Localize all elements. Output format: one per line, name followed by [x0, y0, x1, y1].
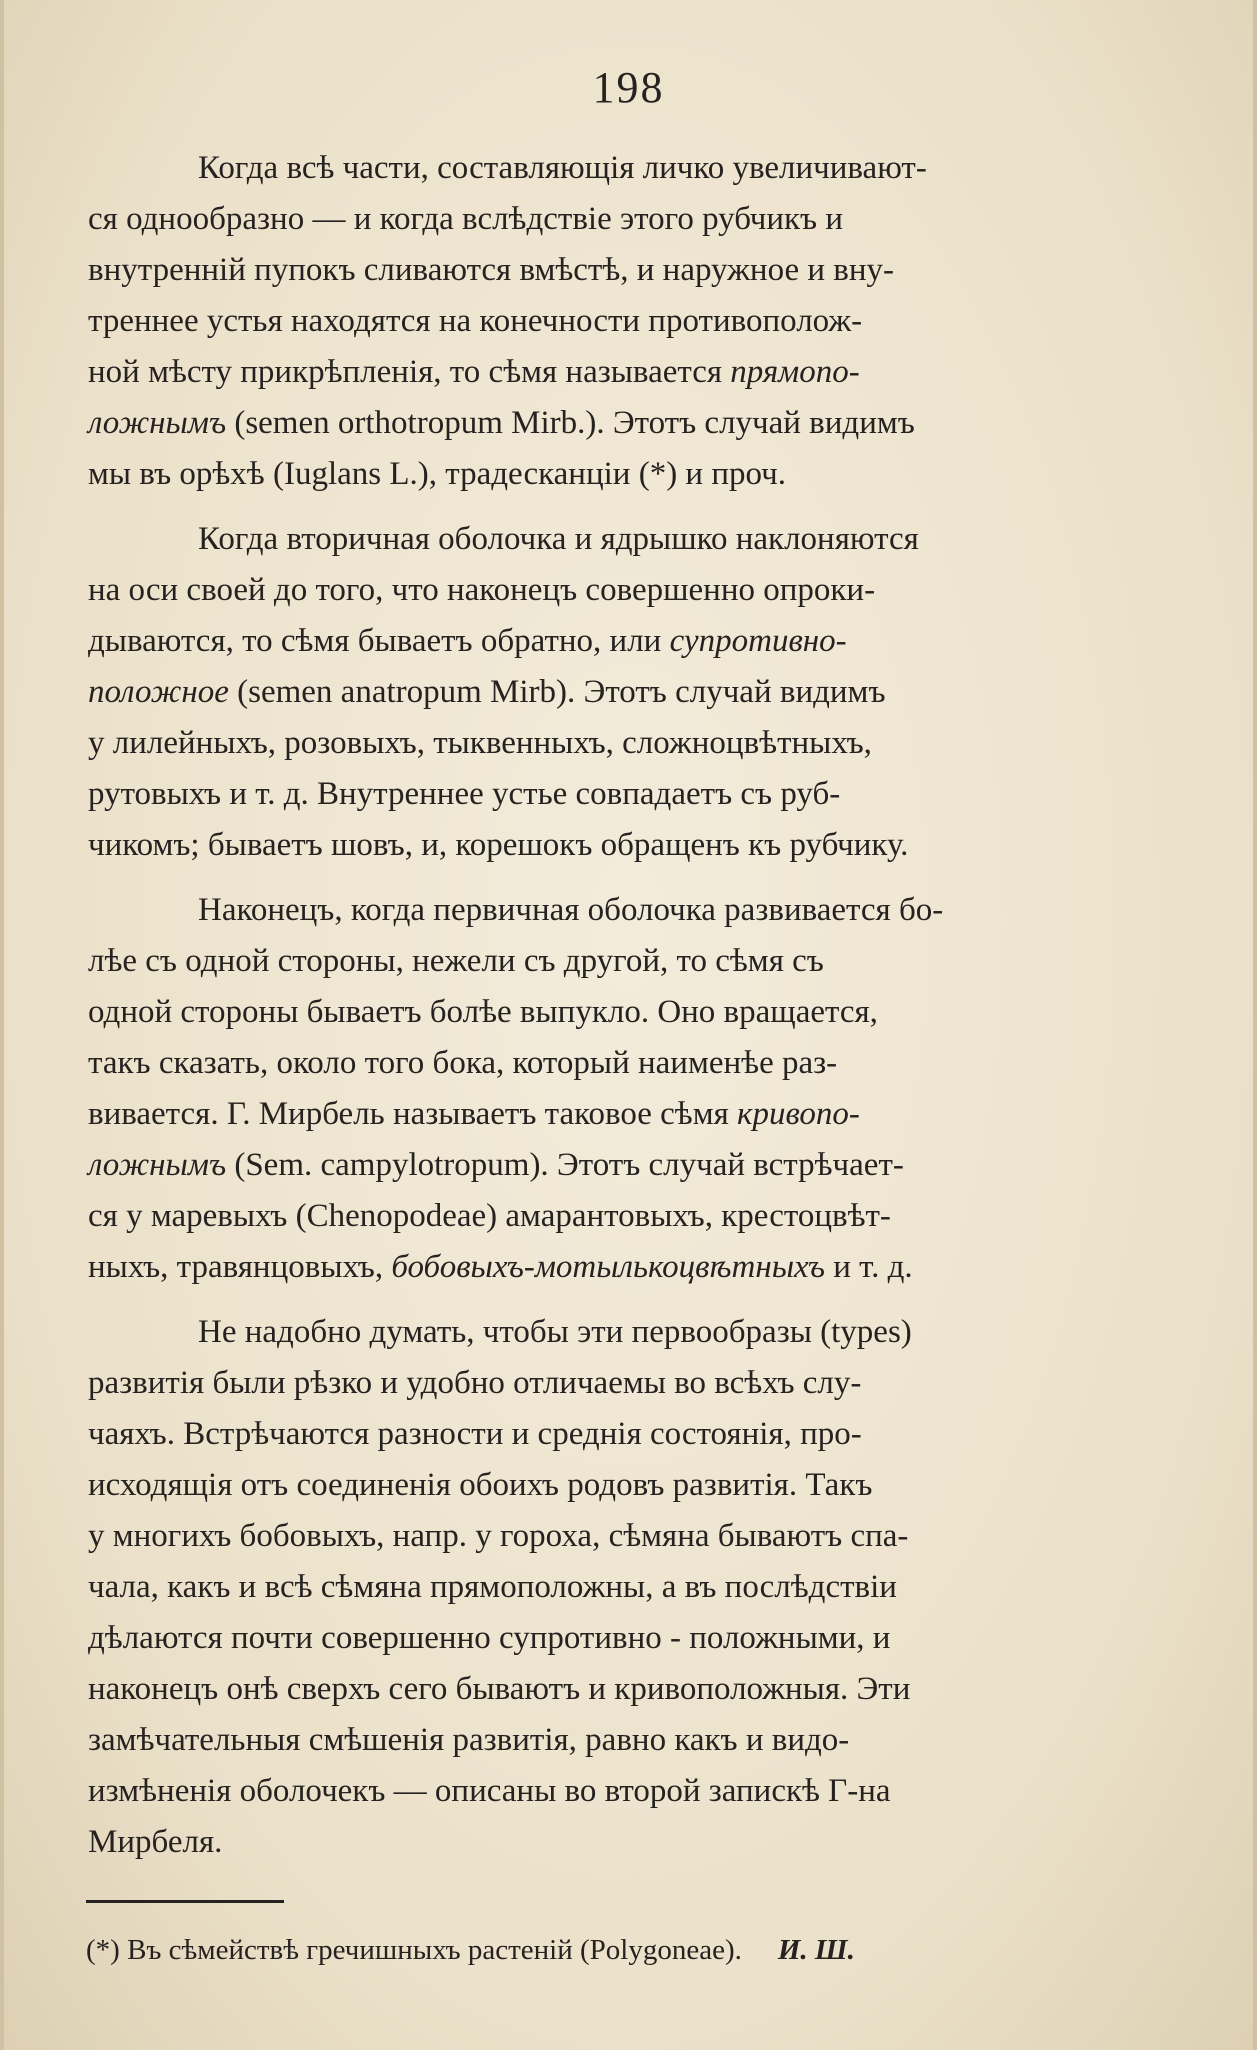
footnote-rule [86, 1900, 284, 1903]
paragraph-3-text-a: Наконецъ, когда первичная оболочка развивается бо- лѣе съ одной стороны, нежели съ другой, то сѣмя съ одной стороны бываетъ болѣе выпукло. Оно вращается, такъ сказать, около того бока, который наименѣе раз- вивается. Г. Мирбель называетъ таковое сѣмя [88, 892, 944, 1132]
paragraph-3-family-term: бобовыхъ-мотылькоцвѣтныхъ [391, 1249, 826, 1285]
paragraph-anatropous [88, 514, 1208, 871]
paragraph-3-text-b: (Sem. campylotropum). Этотъ случай встрѣчает- ся у маревыхъ (Chenopodeae) амарантовыхъ, крестоцвѣт- ныхъ, травянцовыхъ, [88, 1147, 904, 1285]
paragraph-3-term: кривопо- ложнымъ [88, 1096, 860, 1183]
paragraph-types-variation [88, 1307, 1208, 1868]
paragraph-orthotropous [88, 143, 1208, 500]
paragraph-2-term: супротивно- положное [88, 623, 847, 710]
page-number: 198 [592, 63, 665, 112]
paragraph-1-text-b: (semen orthotropum Mirb.). Этотъ случай видимъ мы въ орѣхѣ (Iuglans L.), традесканціи (*) и проч. [88, 405, 915, 492]
paragraph-2-text-b: (semen anatropum Mirb). Этотъ случай видимъ у лилейныхъ, розовыхъ, тыквенныхъ, сложноцвѣтныхъ, рутовыхъ и т. д. Внутреннее устье совпадаетъ съ руб- чикомъ; бываетъ шовъ, и, корешокъ обращенъ къ рубчику. [88, 674, 909, 863]
paragraph-1-text-a: Когда всѣ части, составляющія личко увеличивают- ся однообразно — и когда вслѣдствіе этого рубчикъ и внутренній пупокъ сливаются вмѣстѣ, и наружное и вну- треннее устья находятся на конечности противополож- ной мѣсту прикрѣпленія, то сѣмя называется [88, 150, 927, 390]
footnote [86, 1930, 1136, 1970]
paragraph-campylotropous [88, 885, 1208, 1293]
paragraph-3-text-c: и т. д. [825, 1249, 913, 1285]
paragraph-4-text: Не надобно думать, чтобы эти первообразы (types) развитія были рѣзко и удобно отличаемы во всѣхъ слу- чаяхъ. Встрѣчаются разности и среднія состоянія, про- исходящія отъ соединенія обоихъ родовъ развитія. Такъ у многихъ бобовыхъ, напр. у гороха, сѣмяна бываютъ спа- чала, какъ и всѣ сѣмяна прямоположны, а въ послѣдствіи дѣлаются почти совершенно супротивно - положными, и наконецъ онѣ сверхъ сего бываютъ и кривоположныя. Эти замѣчательныя смѣшенія развитія, равно какъ и видо- измѣненія оболочекъ — описаны во второй запискѣ Г-на Мирбеля. [88, 1314, 912, 1860]
footnote-text: (*) Въ сѣмействѣ гречишныхъ растеній (Polygoneae). [86, 1934, 742, 1966]
footnote-signature: И. Ш. [777, 1934, 855, 1966]
paragraph-2-text-a: Когда вторичная оболочка и ядрышко наклоняются на оси своей до того, что наконецъ совершенно опроки- дываются, то сѣмя бываетъ обратно, или [88, 521, 919, 659]
body-text [88, 143, 1208, 1882]
paragraph-1-term: прямопо- ложнымъ [88, 354, 860, 441]
